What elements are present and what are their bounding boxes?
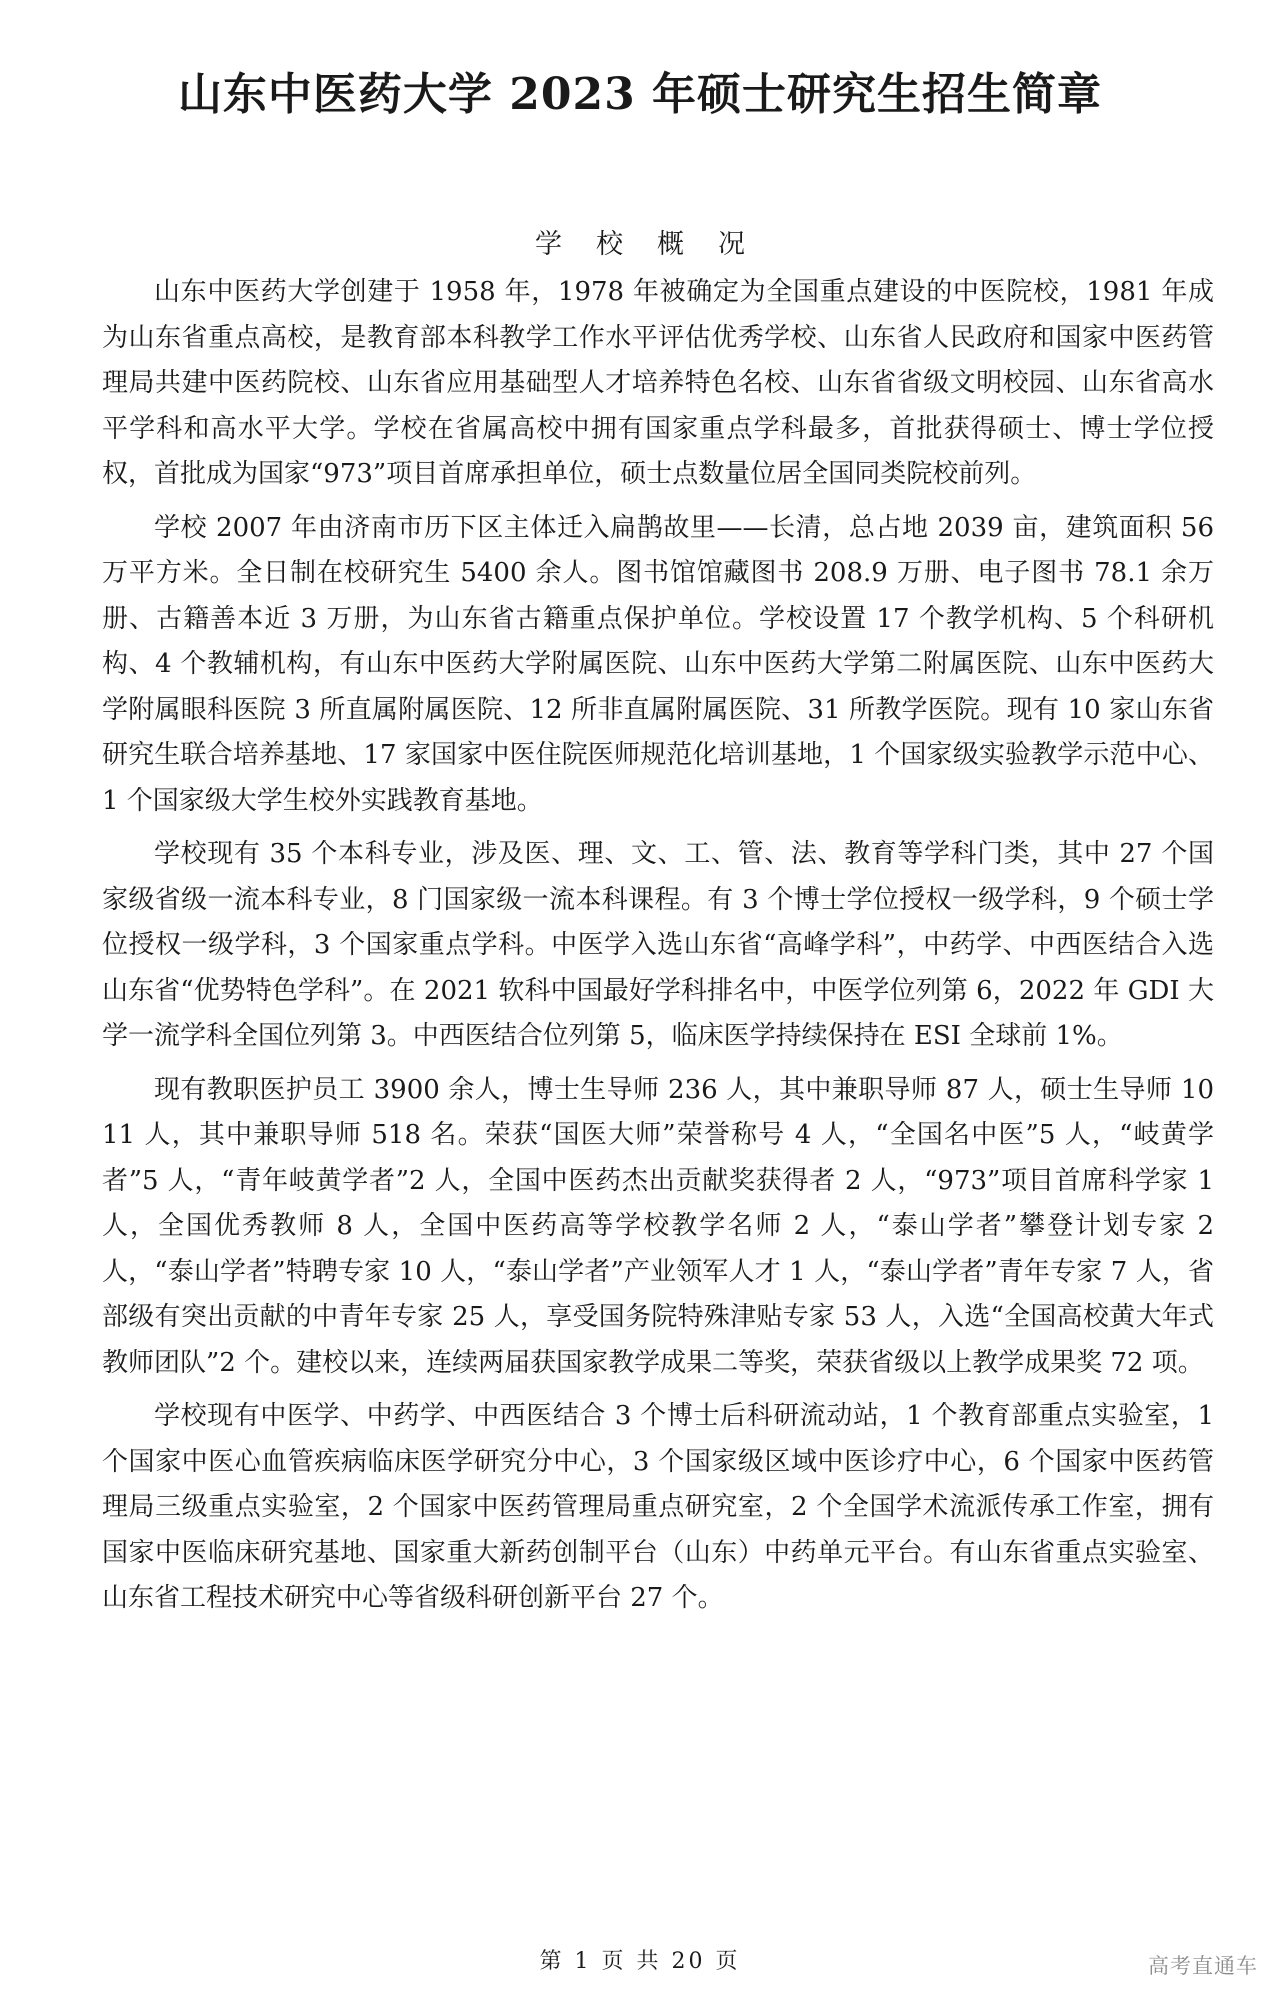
body-text (102, 270, 1214, 1630)
document-title: 山东中医药大学 2023 年硕士研究生招生简章 (177, 69, 1103, 120)
paragraph-5: 学校现有中医学、中药学、中西医结合 3 个博士后科研流动站，1 个教育部重点实验室，1 个国家中医心血管疾病临床医学研究分中心，3 个国家级区域中医诊疗中心，6 个国家中医药管理局三级重点实验室，2 个国家中医药管理局重点研究室，2 个全国学术流派传承工作室，拥有国家中医临床研究基地、国家重大新药创制平台（山东）中药单元平台。有山东省重点实验室、山东省工程技术研究中心等省级科研创新平台 27 个。 (102, 1401, 1214, 1613)
section-heading: 学校概况 (535, 229, 779, 260)
paragraph-1: 山东中医药大学创建于 1958 年，1978 年被确定为全国重点建设的中医院校，1981 年成为山东省重点高校，是教育部本科教学工作水平评估优秀学校、山东省人民政府和国家中医药管理局共建中医药院校、山东省应用基础型人才培养特色名校、山东省省级文明校园、山东省高水平学科和高水平大学。学校在省属高校中拥有国家重点学科最多，首批获得硕士、博士学位授权，首批成为国家“973”项目首席承担单位，硕士点数量位居全国同类院校前列。 (102, 277, 1214, 489)
paragraph-3: 学校现有 35 个本科专业，涉及医、理、文、工、管、法、教育等学科门类，其中 27 个国家级省级一流本科专业，8 门国家级一流本科课程。有 3 个博士学位授权一级学科，9 个硕士学位授权一级学科，3 个国家重点学科。中医学入选山东省“高峰学科”，中药学、中西医结合入选山东省“优势特色学科”。在 2021 软科中国最好学科排名中，中医学位列第 6，2022 年 GDI 大学一流学科全国位列第 3。中西医结合位列第 5，临床医学持续保持在 ESI 全球前 1%。 (102, 839, 1214, 1051)
watermark: 高考直通车 (1148, 1954, 1258, 1978)
paragraph-2: 学校 2007 年由济南市历下区主体迁入扁鹊故里——长清，总占地 2039 亩，建筑面积 56 万平方米。全日制在校研究生 5400 余人。图书馆馆藏图书 208.9 万册、电子图书 78.1 余万册、古籍善本近 3 万册，为山东省古籍重点保护单位。学校设置 17 个教学机构、5 个科研机构、4 个教辅机构，有山东中医药大学附属医院、山东中医药大学第二附属医院、山东中医药大学附属眼科医院 3 所直属附属医院、12 所非直属附属医院、31 所教学医院。现有 10 家山东省研究生联合培养基地、17 家国家中医住院医师规范化培训基地，1 个国家级实验教学示范中心、1 个国家级大学生校外实践教育基地。 (102, 512, 1214, 816)
page-number: 第 1 页 共 20 页 (539, 1949, 741, 1974)
paragraph-4: 现有教职医护员工 3900 余人，博士生导师 236 人，其中兼职导师 87 人，硕士生导师 1011 人，其中兼职导师 518 名。荣获“国医大师”荣誉称号 4 人，“全国名中医”5 人，“岐黄学者”5 人，“青年岐黄学者”2 人，全国中医药杰出贡献奖获得者 2 人，“973”项目首席科学家 1 人，全国优秀教师 8 人，全国中医药高等学校教学名师 2 人，“泰山学者”攀登计划专家 2 人，“泰山学者”特聘专家 10 人，“泰山学者”产业领军人才 1 人，“泰山学者”青年专家 7 人，省部级有突出贡献的中青年专家 25 人，享受国务院特殊津贴专家 53 人，入选“全国高校黄大年式教师团队”2 个。建校以来，连续两届获国家教学成果二等奖，荣获省级以上教学成果奖 72 项。 (102, 1074, 1214, 1378)
